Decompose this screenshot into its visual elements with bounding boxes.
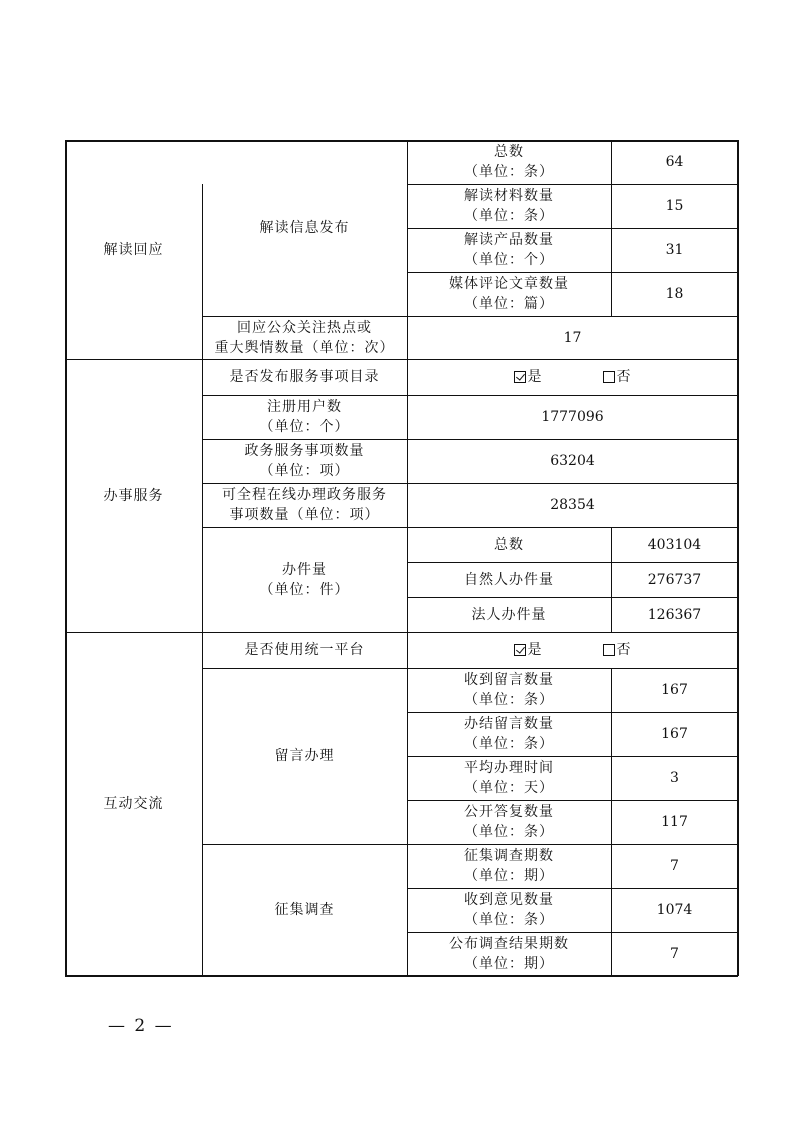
rule-section	[65, 359, 738, 360]
row-label-huiying	[202, 316, 407, 359]
group-label-zhengji	[202, 844, 407, 976]
value-banjian-faren	[611, 597, 738, 632]
row-label-jiedu-chanpin	[407, 228, 611, 272]
label-line1: 征集调查期数	[464, 848, 554, 864]
section-label-hudong	[65, 632, 202, 976]
group-label-banjian	[202, 527, 407, 632]
value-zhuce	[407, 395, 738, 439]
label-line2: （单位：条）	[464, 164, 554, 180]
label-line2: （单位：项）	[259, 463, 350, 479]
value-text: 17	[563, 329, 582, 346]
label-line2: （单位：个）	[259, 419, 350, 435]
label-line1: 解读材料数量	[464, 188, 554, 204]
rule	[407, 272, 738, 273]
value-text: 1074	[656, 902, 693, 918]
row-label-zhengji-yijian	[407, 888, 611, 932]
value-text: 403104	[647, 536, 702, 553]
label-text: 自然人办件量	[464, 571, 554, 588]
group-label-text: 留言办理	[274, 748, 335, 764]
label-line2: （单位：期）	[464, 868, 554, 884]
label-text: 法人办件量	[471, 606, 547, 623]
row-label-liuyan-banjie	[407, 712, 611, 756]
value-text: 276737	[647, 571, 702, 588]
border-right	[737, 140, 739, 976]
value-liuyan-banjie	[611, 712, 738, 756]
option-no-label: 否	[616, 642, 632, 658]
empty-box-icon[interactable]	[603, 371, 615, 383]
label-line2: （单位：件）	[259, 581, 350, 598]
rule	[407, 932, 738, 933]
label-line2: （单位：篇）	[464, 296, 554, 312]
row-label-zhuce	[202, 395, 407, 439]
value-zaixian	[407, 483, 738, 527]
label-line1: 公布调查结果期数	[449, 936, 569, 952]
option-yes[interactable]	[514, 367, 543, 387]
divider-col3-c	[611, 668, 612, 976]
value-banjian-total	[611, 527, 738, 562]
value-shixiang	[407, 439, 738, 483]
value-text: 117	[661, 814, 688, 830]
row-label-zhengji-jieguo	[407, 932, 611, 976]
value-zhengji-jieguo	[611, 932, 738, 976]
row-label-mulu	[202, 359, 407, 395]
rule	[407, 184, 738, 185]
label-line2: （单位：条）	[464, 824, 554, 840]
section-label-jiedu	[65, 140, 202, 359]
value-banjian-ziran	[611, 562, 738, 597]
value-text: 18	[665, 286, 684, 302]
option-no[interactable]	[603, 640, 632, 660]
option-yes-label: 是	[527, 369, 543, 385]
divider-col3-b	[611, 527, 612, 632]
value-jiedu-total	[611, 140, 738, 184]
label-line1: 办件量	[282, 561, 327, 578]
label-line2: 事项数量（单位：项）	[229, 507, 380, 523]
checked-box-icon[interactable]	[514, 371, 526, 383]
label-text: 是否使用统一平台	[244, 642, 365, 658]
label-line2: （单位：期）	[464, 956, 554, 972]
rule	[407, 712, 738, 713]
page-number	[108, 1016, 174, 1036]
label-line1: 办结留言数量	[464, 716, 554, 732]
rule	[407, 562, 738, 563]
value-zhengji-yijian	[611, 888, 738, 932]
row-label-jiedu-total	[407, 140, 611, 184]
option-yes[interactable]	[514, 640, 543, 660]
value-text: 167	[661, 682, 688, 698]
group-label-jiedu-fabu	[202, 140, 407, 316]
label-line2: （单位：条）	[464, 912, 554, 928]
rule	[202, 439, 738, 440]
label-line2: （单位：条）	[464, 736, 554, 752]
label-line1: 回应公众关注热点或	[237, 319, 372, 336]
section-label-banshi	[65, 359, 202, 632]
option-no[interactable]	[603, 367, 632, 387]
rule	[202, 527, 738, 528]
value-liuyan-shijian	[611, 756, 738, 800]
label-line1: 注册用户数	[267, 399, 342, 415]
rule	[407, 756, 738, 757]
value-text: 63204	[550, 453, 595, 469]
label-line1: 媒体评论文章数量	[449, 276, 569, 292]
rule	[407, 888, 738, 889]
label-line1: 可全程在线办理政务服务	[222, 487, 387, 503]
empty-box-icon[interactable]	[603, 644, 615, 656]
label-line2: 重大舆情数量（单位：次）	[214, 339, 395, 356]
rule	[202, 668, 738, 669]
rule	[407, 228, 738, 229]
value-huiying	[407, 316, 738, 359]
value-liuyan-dafu	[611, 800, 738, 844]
row-label-liuyan-dafu	[407, 800, 611, 844]
option-no-label: 否	[616, 369, 632, 385]
label-line1: 平均办理时间	[464, 760, 554, 776]
label-line1: 收到留言数量	[464, 672, 554, 688]
label-line1: 总数	[494, 144, 524, 160]
rule	[202, 483, 738, 484]
row-label-liuyan-shoudao	[407, 668, 611, 712]
row-label-jiedu-meiti	[407, 272, 611, 316]
row-label-pingtai	[202, 632, 407, 668]
label-line1: 收到意见数量	[464, 892, 554, 908]
group-label-text: 解读信息发布	[259, 220, 350, 236]
row-label-zhengji-qishu	[407, 844, 611, 888]
value-text: 28354	[550, 497, 595, 513]
rule	[407, 800, 738, 801]
group-label-liuyan	[202, 668, 407, 844]
label-line2: （单位：天）	[464, 780, 554, 796]
row-label-banjian-ziran	[407, 562, 611, 597]
section-label-text: 互动交流	[103, 796, 164, 812]
value-jiedu-meiti	[611, 272, 738, 316]
value-text: 167	[661, 726, 688, 742]
row-label-liuyan-shijian	[407, 756, 611, 800]
value-text: 3	[670, 770, 679, 786]
value-text: 1777096	[541, 409, 604, 425]
value-zhengji-qishu	[611, 844, 738, 888]
value-text: 7	[670, 858, 679, 874]
label-line1: 政务服务事项数量	[244, 443, 365, 459]
row-label-jiedu-cailiao	[407, 184, 611, 228]
group-label-text: 征集调查	[274, 902, 335, 918]
statistics-table	[65, 140, 738, 976]
section-label-text: 解读回应	[103, 241, 164, 258]
row-label-shixiang	[202, 439, 407, 483]
label-line1: 公开答复数量	[464, 804, 554, 820]
value-liuyan-shoudao	[611, 668, 738, 712]
checked-box-icon[interactable]	[514, 644, 526, 656]
rule	[202, 395, 738, 396]
border-left	[65, 140, 67, 976]
row-label-banjian-total	[407, 527, 611, 562]
rule	[407, 597, 738, 598]
label-line2: （单位：条）	[464, 692, 554, 708]
border-bottom	[65, 975, 738, 977]
border-top	[65, 140, 738, 142]
label-line2: （单位：条）	[464, 208, 554, 224]
divider-col1	[202, 184, 203, 976]
label-line2: （单位：个）	[464, 252, 554, 268]
label-line1: 解读产品数量	[464, 232, 554, 248]
rule-section	[65, 632, 738, 633]
rule	[202, 316, 738, 317]
row-label-banjian-faren	[407, 597, 611, 632]
value-text: 126367	[647, 606, 702, 623]
divider-col2-a	[407, 140, 408, 395]
value-text: 64	[665, 154, 684, 170]
label-text: 是否发布服务事项目录	[229, 369, 380, 385]
option-yes-label: 是	[527, 642, 543, 658]
page-number-text: — 2 —	[108, 1016, 174, 1036]
choice-mulu	[407, 359, 738, 395]
value-jiedu-cailiao	[611, 184, 738, 228]
section-label-text: 办事服务	[103, 487, 164, 504]
value-text: 15	[665, 198, 684, 214]
value-jiedu-chanpin	[611, 228, 738, 272]
value-text: 31	[665, 242, 684, 258]
choice-pingtai	[407, 632, 738, 668]
label-text: 总数	[494, 536, 524, 553]
value-text: 7	[670, 946, 679, 962]
rule	[202, 844, 738, 845]
row-label-zaixian	[202, 483, 407, 527]
